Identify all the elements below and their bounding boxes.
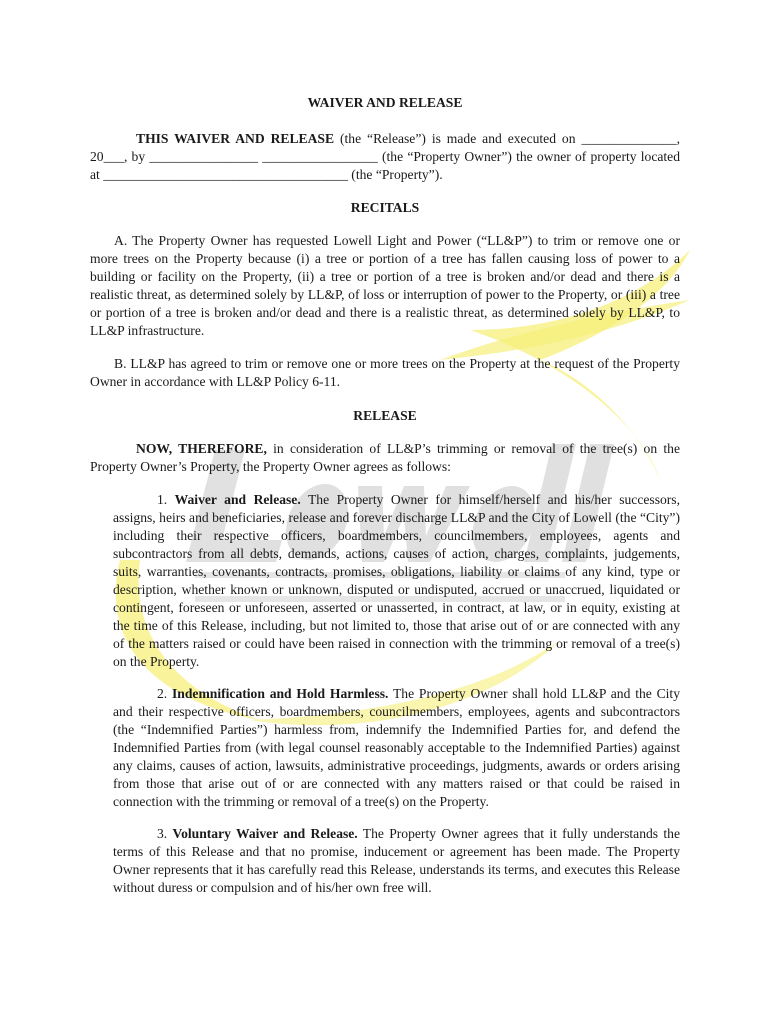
property-address-blank[interactable]: ____________________________________	[103, 167, 348, 182]
recital-b-text: B. LL&P has agreed to trim or remove one or more trees on the Property at the request of the Property Owner in accordance with LL&P Policy 6-11.	[90, 356, 680, 389]
intro-lead: THIS WAIVER AND RELEASE	[136, 131, 335, 146]
clause-3	[113, 825, 680, 897]
intro-paragraph	[90, 130, 680, 184]
document-body	[90, 0, 680, 897]
document-title: WAIVER AND RELEASE	[307, 95, 463, 110]
owner-name-blank[interactable]: ________________	[149, 149, 259, 164]
recital-b	[90, 355, 680, 391]
clause-title: Waiver and Release.	[174, 492, 301, 507]
year-blank[interactable]: ___	[103, 149, 124, 164]
intro-text: (the “Release”) is made and executed on	[334, 131, 582, 146]
clause-title: Voluntary Waiver and Release.	[172, 826, 358, 841]
clause-number: 1.	[157, 492, 175, 507]
now-therefore-lead: NOW, THEREFORE,	[136, 441, 267, 456]
intro-text: (the “Property”).	[347, 167, 443, 182]
recital-a-text: A. The Property Owner has requested Lowell Light and Power (“LL&P”) to trim or remove one or more trees on the Property because (i) a tree or portion of a tree has fallen causing loss of power to a building or facility on the Property, (ii) a tree or portion of a tree is broken and/or dead and there is a realistic threat, as determined solely by LL&P, of loss or interruption of power to the Property, or (iii) a tree or portion of a tree is broken and/or dead and there is a realistic threat, as determined solely by LL&P, to LL&P infrastructure.	[90, 233, 680, 338]
clause-1	[113, 491, 680, 671]
owner-name-blank-2[interactable]: _________________	[262, 149, 378, 164]
clause-number: 2.	[157, 686, 172, 701]
date-blank[interactable]: ______________	[581, 131, 677, 146]
clause-text: The Property Owner agrees that it fully understands the terms of this Release and that no promise, inducement or agreement has been made. The Property Owner represents that it has carefully read this Release, understands its terms, and executes this Release without duress or compulsion and of his/her own free will.	[113, 826, 681, 895]
clause-2	[113, 685, 680, 811]
clause-text: The Property Owner for himself/herself and his/her successors, assigns, heirs and beneficiaries, release and forever discharge LL&P and the City of Lowell (the “City”) including their respective officers, boardmembers, councilmembers, employees, agents and subcontractors from all debts, demands, actions, causes of action, charges, complaints, judgements, suits, warranties, covenants, contracts, promises, obligations, liability or claims of any kind, type or description, whether known or unknown, disputed or undisputed, accrued or unaccrued, liquidated or contingent, foreseen or unforeseen, asserted or unasserted, in contract, at law, or in equity, existing at the time of this Release, including, but not limited to, those that arise out of or are connected with any of the matters raised or could have been raised in connection with the trimming or removal of a tree(s) on the Property.	[113, 492, 680, 669]
clause-text: The Property Owner shall hold LL&P and the City and their respective officers, boardmembers, councilmembers, employees, agents and subcontractors (the “Indemnified Parties”) harmless from, indemnify the Indemnified Parties for, and defend the Indemnified Parties from (with legal counsel reasonably acceptable to the Indemnified Parties) against any claims, causes of action, lawsuits, administrative proceedings, judgments, awards or orders arising from those that arise out of or are connected with any matters raised or that could be raised in connection with the trimming or removal of a tree(s) on the Property.	[113, 686, 681, 809]
intro-text: , by	[123, 149, 150, 164]
release-heading: RELEASE	[353, 408, 417, 423]
clause-title: Indemnification and Hold Harmless.	[172, 686, 389, 701]
recitals-heading: RECITALS	[350, 200, 420, 215]
now-therefore-text: in consideration of LL&P’s trimming or removal of the tree(s) on the Property Owner’s Property, the Property Owner agrees as follows:	[90, 441, 680, 474]
recital-a	[90, 232, 680, 340]
intro-text: , 20	[90, 131, 680, 164]
intro-text: (the “Property Owner”) the owner of property located at	[90, 149, 680, 182]
now-therefore-paragraph	[90, 440, 680, 476]
clause-number: 3.	[157, 826, 173, 841]
